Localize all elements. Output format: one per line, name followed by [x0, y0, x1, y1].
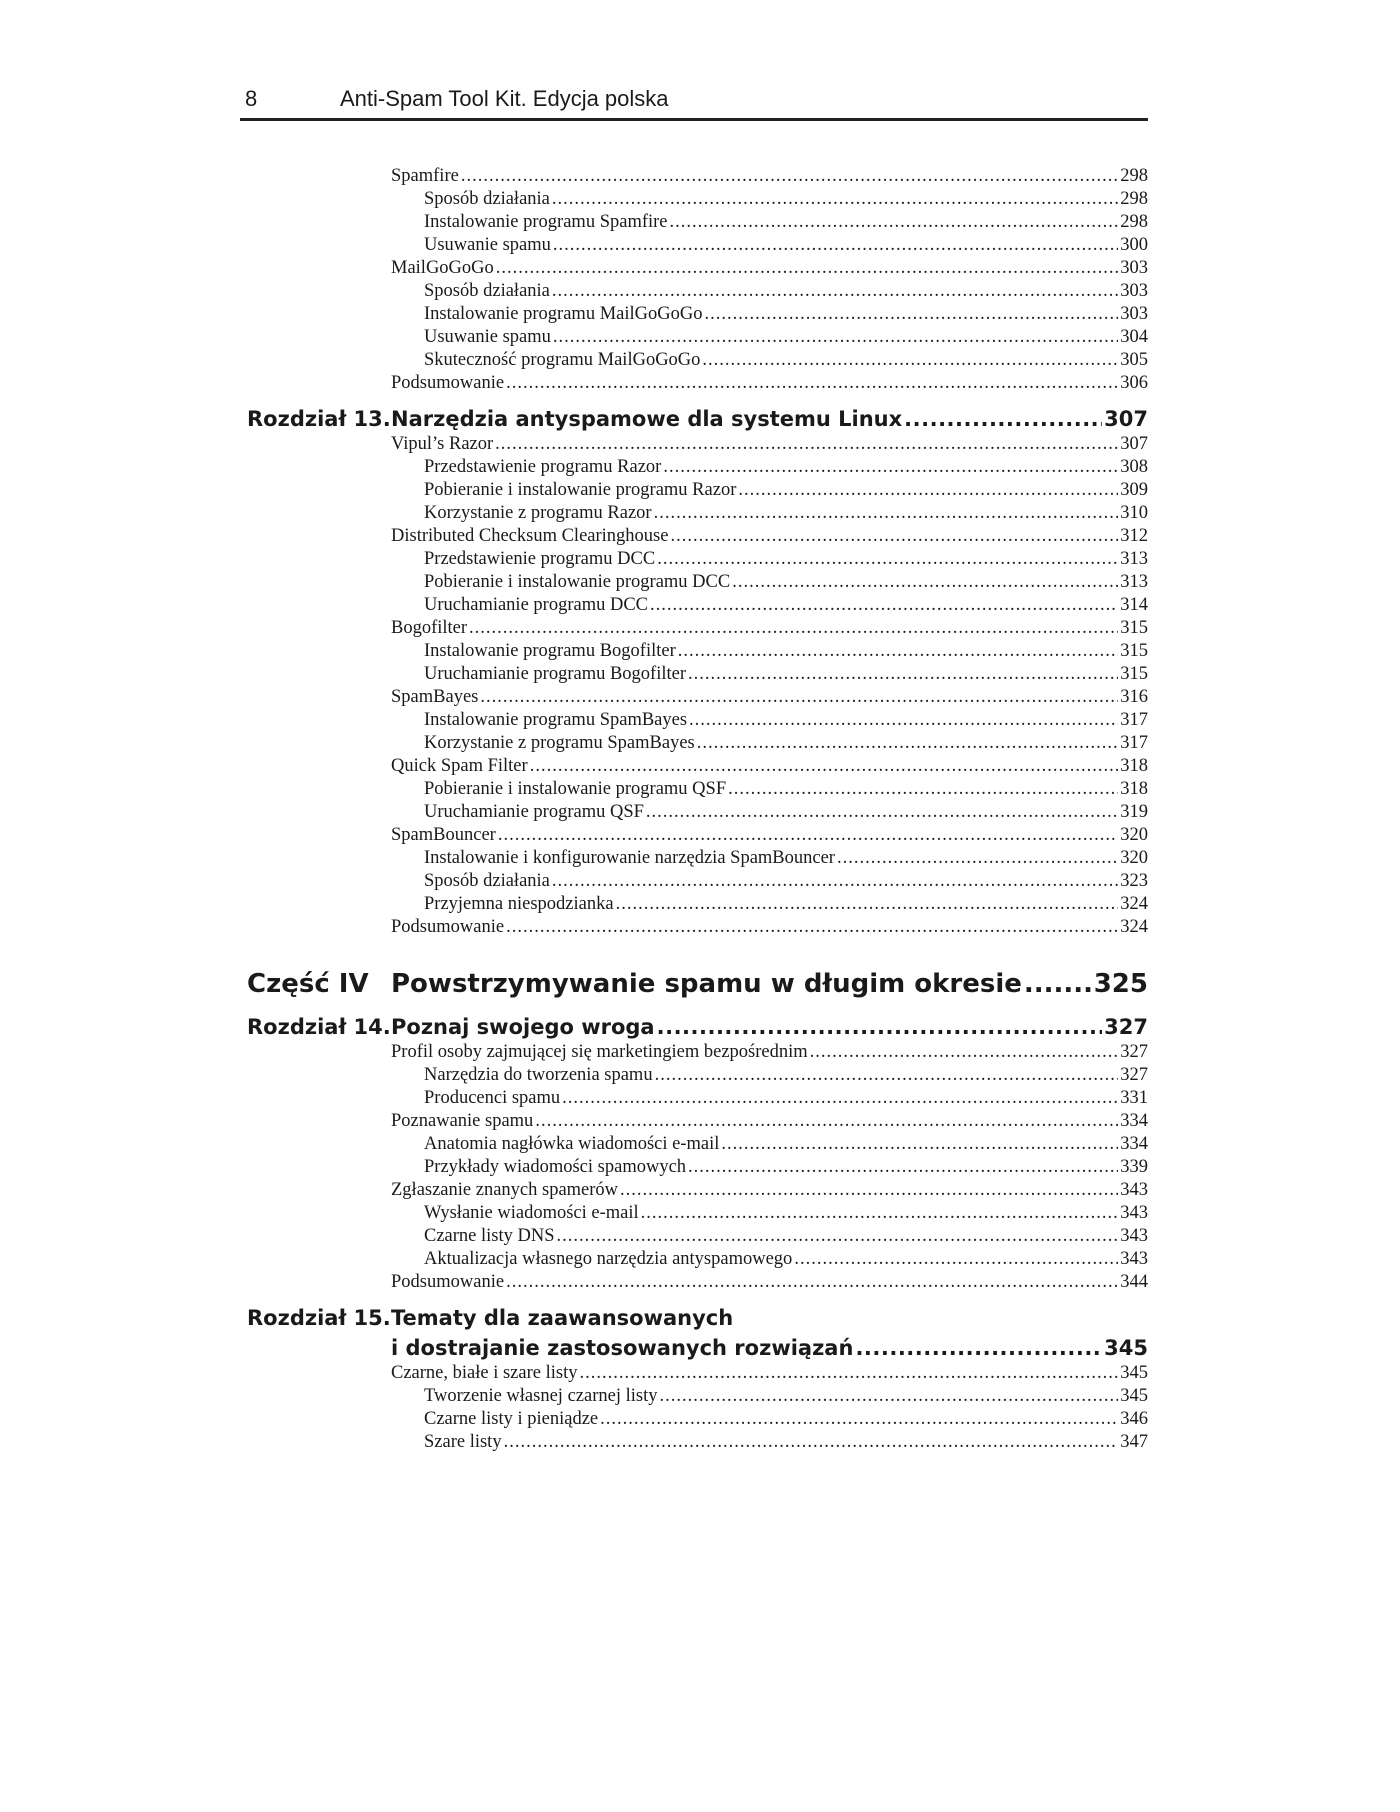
entry-title: Czarne listy DNS	[424, 1226, 555, 1246]
leader-dots	[810, 1040, 1119, 1064]
entry-page: 334	[1120, 1111, 1148, 1131]
leader-dots	[495, 432, 1118, 456]
chapter-title-line	[391, 404, 1148, 434]
toc-entry	[391, 616, 1148, 640]
entry-page: 327	[1120, 1042, 1148, 1062]
leader-dots	[552, 187, 1118, 211]
entry-title: Uruchamianie programu DCC	[424, 595, 648, 615]
toc-entry	[391, 1270, 1148, 1294]
leader-dots	[855, 1333, 1102, 1363]
entry-page: 343	[1120, 1203, 1148, 1223]
leader-dots	[702, 348, 1118, 372]
entry-title: Profil osoby zajmującej się marketingiem bezpośrednim	[391, 1042, 808, 1062]
entry-title: Przedstawienie programu Razor	[424, 457, 662, 477]
toc-subentry	[424, 846, 1148, 870]
entry-title: Usuwanie spamu	[424, 235, 551, 255]
toc-subentry	[424, 800, 1148, 824]
toc-subentry	[424, 1063, 1148, 1087]
chapter-heading	[0, 1303, 1400, 1363]
toc-entry	[391, 432, 1148, 456]
entry-page: 312	[1120, 526, 1148, 546]
entry-page: 304	[1120, 327, 1148, 347]
leader-dots	[579, 1361, 1118, 1385]
leader-dots	[654, 501, 1119, 525]
toc-entry	[391, 1178, 1148, 1202]
entry-title: Tworzenie własnej czarnej listy	[424, 1386, 658, 1406]
page-number: 8	[245, 86, 258, 111]
entry-title: Uruchamianie programu Bogofilter	[424, 664, 686, 684]
entry-page: 346	[1120, 1409, 1148, 1429]
leader-dots	[670, 210, 1119, 234]
entry-page: 305	[1120, 350, 1148, 370]
entry-title: Instalowanie i konfigurowanie narzędzia SpamBouncer	[424, 848, 835, 868]
toc-subentry	[424, 1155, 1148, 1179]
entry-title: MailGoGoGo	[391, 258, 494, 278]
leader-dots	[498, 823, 1118, 847]
leader-dots	[506, 915, 1118, 939]
chapter-title: Narzędzia antyspamowe dla systemu Linux	[391, 407, 903, 431]
entry-page: 339	[1120, 1157, 1148, 1177]
entry-page: 347	[1120, 1432, 1148, 1452]
leader-dots	[530, 754, 1119, 778]
leader-dots	[794, 1247, 1118, 1271]
entry-title: Przykłady wiadomości spamowych	[424, 1157, 687, 1177]
entry-title: Distributed Checksum Clearinghouse	[391, 526, 669, 546]
chapter-title-line	[391, 1012, 1148, 1042]
entry-title: Korzystanie z programu Razor	[424, 503, 652, 523]
chapter-page: 307	[1104, 407, 1148, 431]
entry-title: Czarne, białe i szare listy	[391, 1363, 578, 1383]
entry-title: Aktualizacja własnego narzędzia antyspamowego	[424, 1249, 793, 1269]
toc-subentry	[424, 892, 1148, 916]
toc-subentry	[424, 1132, 1148, 1156]
toc-subentry	[424, 233, 1148, 257]
leader-dots	[650, 593, 1118, 617]
entry-title: Narzędzia do tworzenia spamu	[424, 1065, 653, 1085]
chapter-label: Rozdział 14.	[247, 1015, 391, 1039]
entry-title: Zgłaszanie znanych spamerów	[391, 1180, 619, 1200]
entry-page: 303	[1120, 258, 1148, 278]
toc-subentry	[424, 1430, 1148, 1454]
entry-page: 343	[1120, 1249, 1148, 1269]
entry-title: Quick Spam Filter	[391, 756, 528, 776]
toc-subentry	[424, 325, 1148, 349]
leader-dots	[837, 846, 1118, 870]
leader-dots	[738, 478, 1118, 502]
entry-title: Pobieranie i instalowanie programu DCC	[424, 572, 731, 592]
entry-title: Wysłanie wiadomości e-mail	[424, 1203, 639, 1223]
entry-title: Podsumowanie	[391, 373, 505, 393]
entry-title: Czarne listy i pieniądze	[424, 1409, 599, 1429]
part-title-line	[391, 966, 1148, 1002]
chapter-label: Rozdział 15.	[247, 1306, 391, 1330]
toc-entry	[391, 754, 1148, 778]
leader-dots	[557, 1224, 1119, 1248]
entry-title: SpamBouncer	[391, 825, 496, 845]
chapter-label: Rozdział 13.	[247, 407, 391, 431]
toc-subentry	[424, 501, 1148, 525]
leader-dots	[655, 1063, 1119, 1087]
chapter-page: 345	[1104, 1336, 1148, 1360]
entry-title: Instalowanie programu MailGoGoGo	[424, 304, 703, 324]
chapter-page: 327	[1104, 1015, 1148, 1039]
entry-title: Podsumowanie	[391, 1272, 505, 1292]
entry-title: SpamBayes	[391, 687, 479, 707]
entry-page: 306	[1120, 373, 1148, 393]
entry-title: Przedstawienie programu DCC	[424, 549, 656, 569]
entry-page: 316	[1120, 687, 1148, 707]
leader-dots	[670, 524, 1118, 548]
leader-dots	[506, 371, 1118, 395]
part-page: 325	[1093, 969, 1148, 999]
leader-dots	[904, 404, 1102, 434]
toc-entry	[391, 823, 1148, 847]
chapter-title: Tematy dla zaawansowanych	[391, 1306, 734, 1330]
entry-page: 307	[1120, 434, 1148, 454]
toc-subentry	[424, 455, 1148, 479]
toc-subentry	[424, 210, 1148, 234]
entry-page: 300	[1120, 235, 1148, 255]
entry-page: 344	[1120, 1272, 1148, 1292]
toc-subentry	[424, 348, 1148, 372]
entry-page: 308	[1120, 457, 1148, 477]
leader-dots	[678, 639, 1119, 663]
book-title: Anti-Spam Tool Kit. Edycja polska	[340, 86, 669, 111]
entry-page: 298	[1120, 212, 1148, 232]
entry-title: Podsumowanie	[391, 917, 505, 937]
entry-page: 303	[1120, 304, 1148, 324]
leader-dots	[704, 302, 1118, 326]
entry-page: 310	[1120, 503, 1148, 523]
toc-entry	[391, 685, 1148, 709]
entry-page: 323	[1120, 871, 1148, 891]
entry-page: 298	[1120, 189, 1148, 209]
entry-title: Instalowanie programu Spamfire	[424, 212, 668, 232]
leader-dots	[616, 892, 1119, 916]
entry-page: 315	[1120, 641, 1148, 661]
entry-page: 313	[1120, 572, 1148, 592]
leader-dots	[1024, 966, 1092, 1002]
part-title: Powstrzymywanie spamu w długim okresie	[391, 969, 1022, 999]
entry-title: Spamfire	[391, 166, 459, 186]
entry-page: 315	[1120, 618, 1148, 638]
entry-title: Pobieranie i instalowanie programu QSF	[424, 779, 727, 799]
leader-dots	[461, 164, 1118, 188]
part-label: Część IV	[247, 969, 369, 999]
entry-title: Sposób działania	[424, 871, 550, 891]
leader-dots	[535, 1109, 1118, 1133]
leader-dots	[620, 1178, 1118, 1202]
entry-title: Instalowanie programu SpamBayes	[424, 710, 688, 730]
entry-page: 334	[1120, 1134, 1148, 1154]
leader-dots	[697, 731, 1119, 755]
entry-page: 345	[1120, 1386, 1148, 1406]
leader-dots	[659, 1384, 1118, 1408]
chapter-title: Poznaj swojego wroga	[391, 1015, 655, 1039]
entry-page: 320	[1120, 848, 1148, 868]
leader-dots	[496, 256, 1118, 280]
toc-entry	[391, 1361, 1148, 1385]
toc-subentry	[424, 478, 1148, 502]
toc-subentry	[424, 777, 1148, 801]
leader-dots	[552, 869, 1118, 893]
toc-entry	[391, 164, 1148, 188]
entry-title: Sposób działania	[424, 189, 550, 209]
leader-dots	[657, 547, 1118, 571]
leader-dots	[600, 1407, 1118, 1431]
entry-page: 319	[1120, 802, 1148, 822]
toc-entry	[391, 371, 1148, 395]
entry-page: 315	[1120, 664, 1148, 684]
toc-subentry	[424, 187, 1148, 211]
toc-subentry	[424, 279, 1148, 303]
entry-page: 343	[1120, 1226, 1148, 1246]
toc-entry	[391, 524, 1148, 548]
entry-page: 317	[1120, 710, 1148, 730]
entry-page: 314	[1120, 595, 1148, 615]
leader-dots	[732, 570, 1118, 594]
toc-subentry	[424, 731, 1148, 755]
toc-subentry	[424, 639, 1148, 663]
toc-entry	[391, 1109, 1148, 1133]
entry-page: 298	[1120, 166, 1148, 186]
entry-page: 317	[1120, 733, 1148, 753]
toc-subentry	[424, 1201, 1148, 1225]
leader-dots	[480, 685, 1118, 709]
toc-entry	[391, 1040, 1148, 1064]
toc-subentry	[424, 869, 1148, 893]
entry-title: Producenci spamu	[424, 1088, 561, 1108]
leader-dots	[504, 1430, 1119, 1454]
leader-dots	[469, 616, 1118, 640]
leader-dots	[688, 1155, 1118, 1179]
entry-title: Skuteczność programu MailGoGoGo	[424, 350, 701, 370]
toc-subentry	[424, 547, 1148, 571]
entry-page: 309	[1120, 480, 1148, 500]
leader-dots	[552, 279, 1118, 303]
toc-subentry	[424, 593, 1148, 617]
leader-dots	[689, 708, 1118, 732]
toc-subentry	[424, 1407, 1148, 1431]
entry-page: 324	[1120, 894, 1148, 914]
entry-page: 324	[1120, 917, 1148, 937]
leader-dots	[641, 1201, 1119, 1225]
toc-subentry	[424, 1224, 1148, 1248]
part-heading	[0, 966, 1400, 1002]
toc-subentry	[424, 1247, 1148, 1271]
leader-dots	[553, 233, 1118, 257]
leader-dots	[663, 455, 1118, 479]
entry-title: Instalowanie programu Bogofilter	[424, 641, 676, 661]
entry-page: 313	[1120, 549, 1148, 569]
toc-subentry	[424, 1086, 1148, 1110]
toc-subentry	[424, 708, 1148, 732]
leader-dots	[553, 325, 1118, 349]
entry-title: Poznawanie spamu	[391, 1111, 534, 1131]
entry-page: 318	[1120, 756, 1148, 776]
leader-dots	[562, 1086, 1118, 1110]
entry-title: Anatomia nagłówka wiadomości e-mail	[424, 1134, 720, 1154]
entry-title: Vipul’s Razor	[391, 434, 494, 454]
toc-entry	[391, 915, 1148, 939]
toc-subentry	[424, 302, 1148, 326]
chapter-title-line	[391, 1333, 1148, 1363]
entry-title: Szare listy	[424, 1432, 502, 1452]
toc-subentry	[424, 662, 1148, 686]
leader-dots	[506, 1270, 1118, 1294]
toc-subentry	[424, 1384, 1148, 1408]
entry-page: 303	[1120, 281, 1148, 301]
leader-dots	[688, 662, 1118, 686]
entry-title: Przyjemna niespodzianka	[424, 894, 614, 914]
leader-dots	[721, 1132, 1118, 1156]
entry-title: Pobieranie i instalowanie programu Razor	[424, 480, 737, 500]
entry-page: 318	[1120, 779, 1148, 799]
entry-page: 327	[1120, 1065, 1148, 1085]
entry-page: 343	[1120, 1180, 1148, 1200]
entry-title: Bogofilter	[391, 618, 468, 638]
entry-title: Sposób działania	[424, 281, 550, 301]
chapter-heading	[0, 404, 1400, 434]
leader-dots	[646, 800, 1118, 824]
entry-title: Usuwanie spamu	[424, 327, 551, 347]
leader-dots	[657, 1012, 1103, 1042]
chapter-title-line	[391, 1303, 1148, 1333]
toc-entry	[391, 256, 1148, 280]
chapter-heading	[0, 1012, 1400, 1042]
chapter-title: i dostrajanie zastosowanych rozwiązań	[391, 1336, 854, 1360]
toc-subentry	[424, 570, 1148, 594]
entry-title: Korzystanie z programu SpamBayes	[424, 733, 695, 753]
entry-page: 345	[1120, 1363, 1148, 1383]
entry-page: 320	[1120, 825, 1148, 845]
leader-dots	[728, 777, 1118, 801]
running-head	[240, 84, 1148, 121]
entry-page: 331	[1120, 1088, 1148, 1108]
entry-title: Uruchamianie programu QSF	[424, 802, 644, 822]
